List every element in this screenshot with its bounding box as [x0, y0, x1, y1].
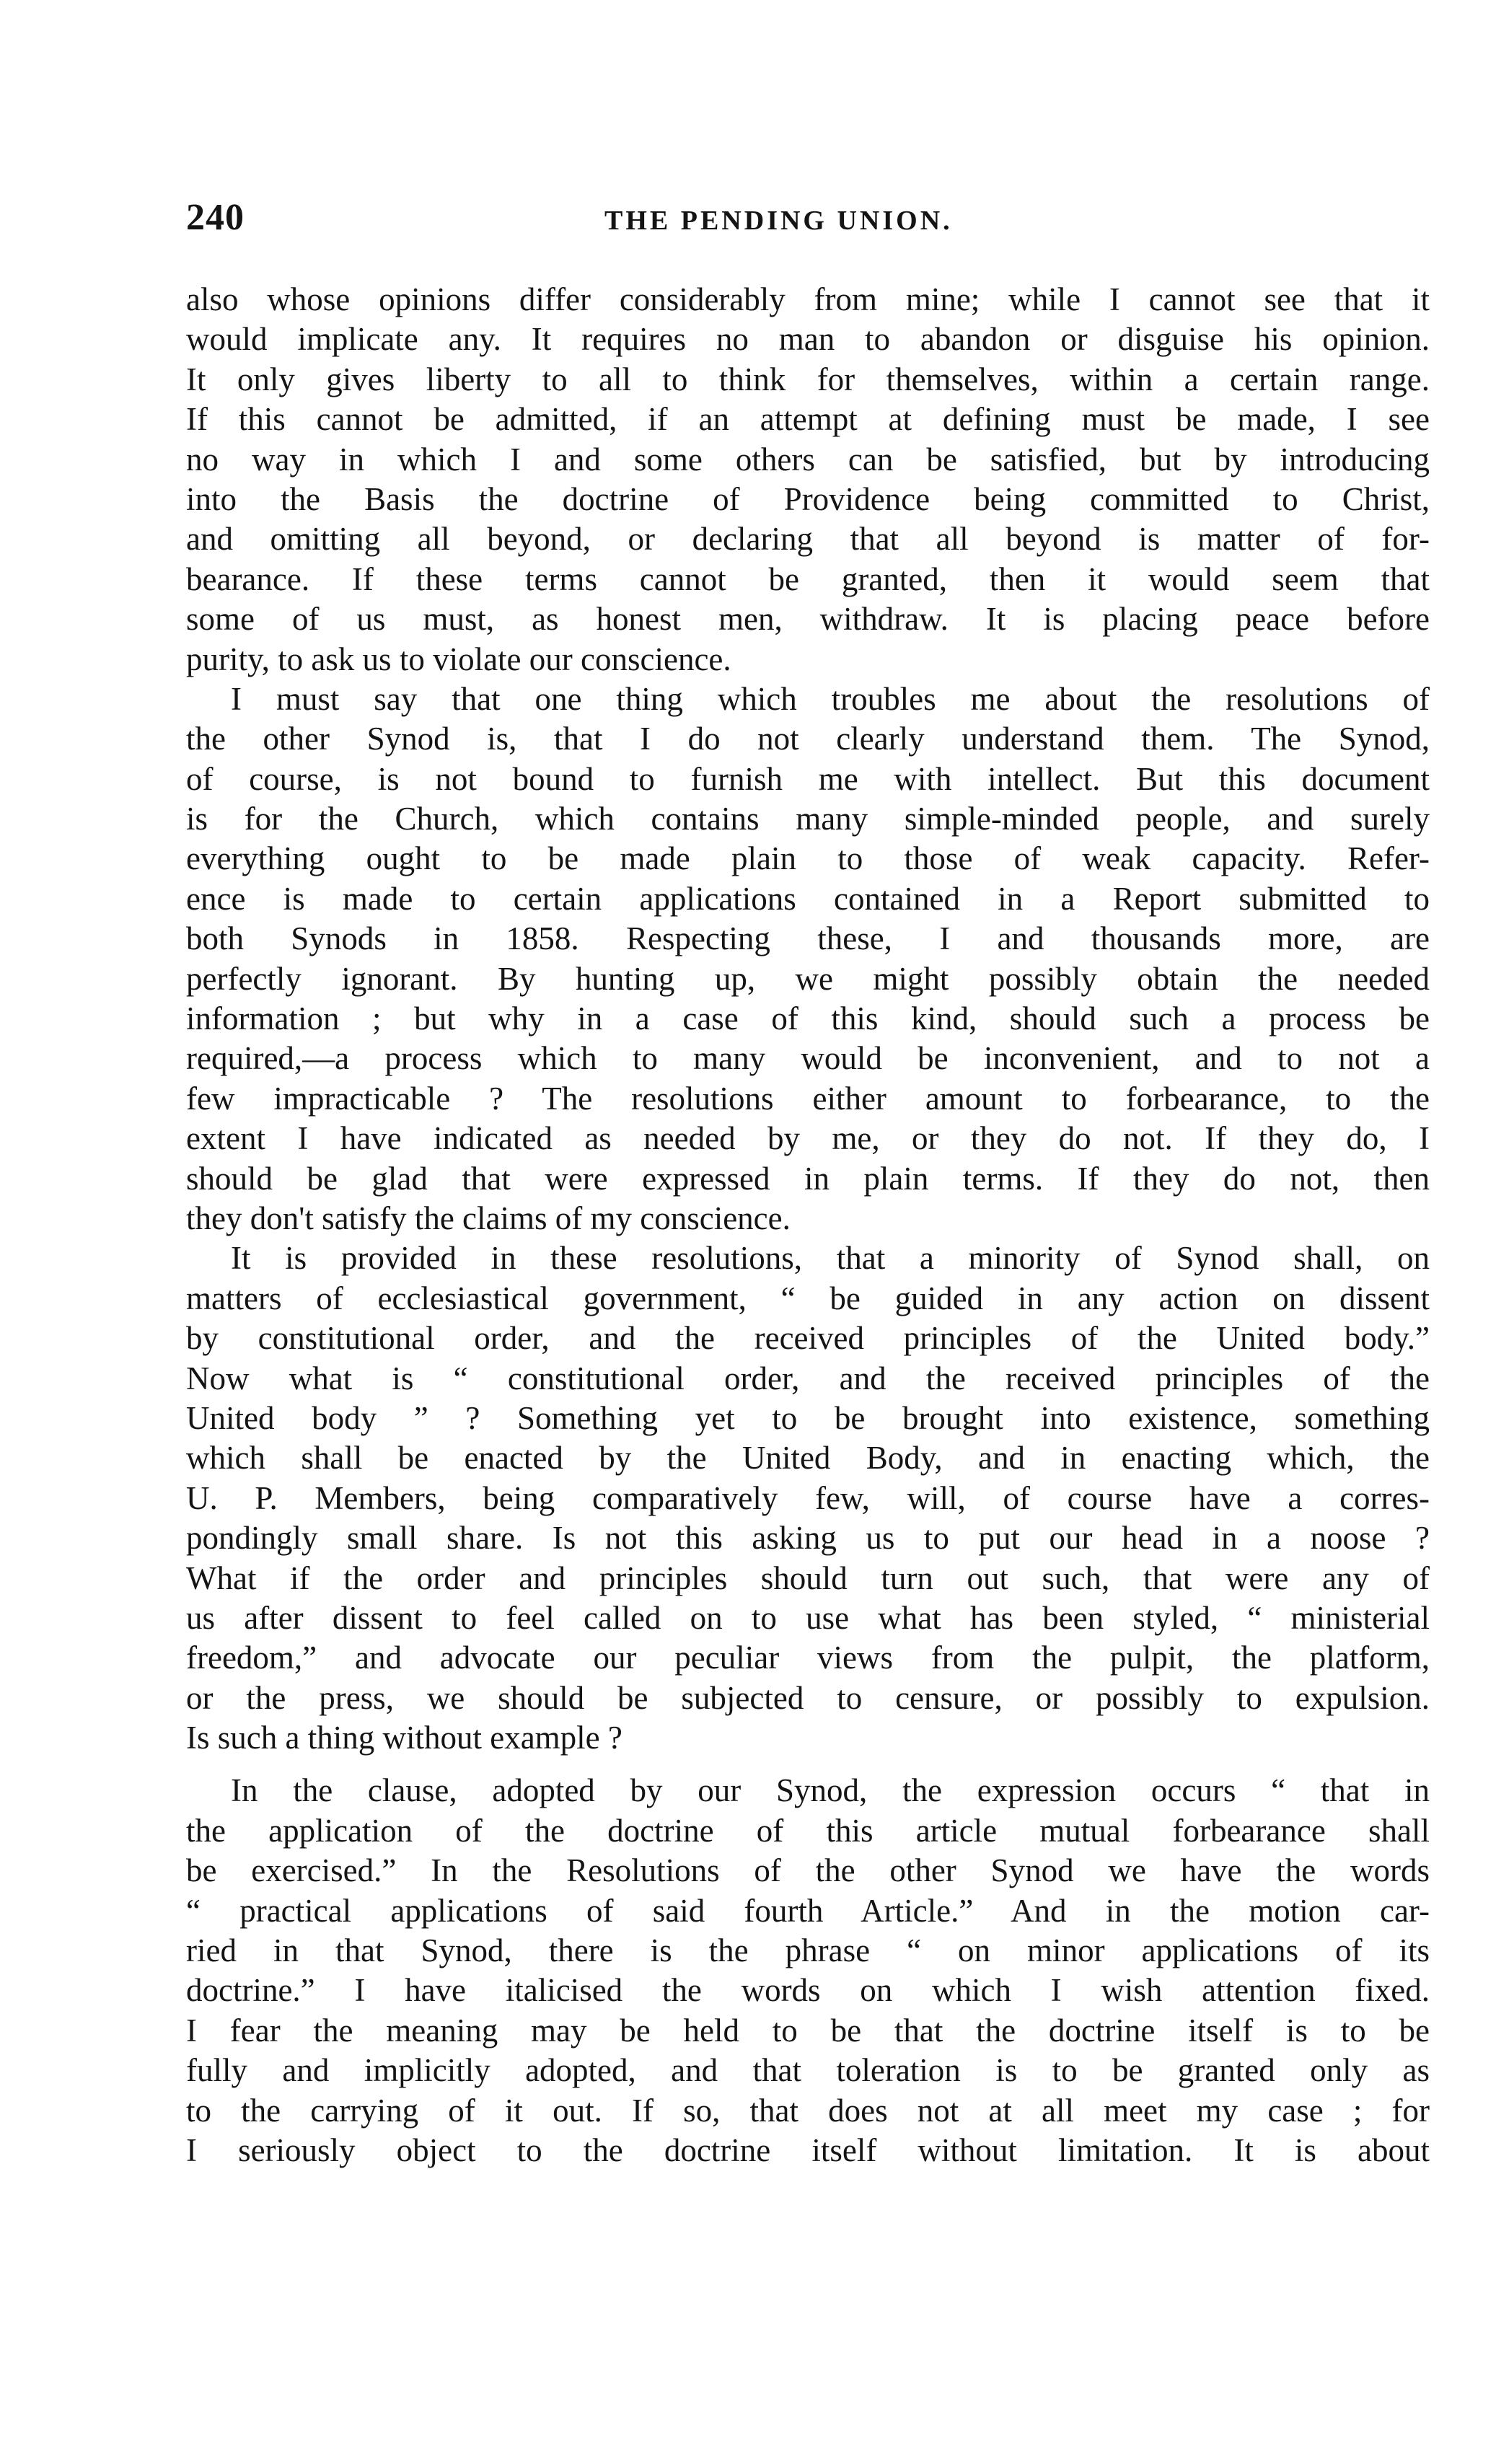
- text-line: information ; but why in a case of this kind, should such a process be: [186, 1000, 1430, 1037]
- paragraph-2: [186, 679, 1430, 1238]
- text-line: U. P. Members, being comparatively few, will, of course have a corres-: [186, 1479, 1430, 1516]
- text-line: into the Basis the doctrine of Providence being committed to Christ,: [186, 480, 1430, 517]
- text-line: they don't satisfy the claims of my conscience.: [186, 1200, 791, 1236]
- text-line: the application of the doctrine of this article mutual forbearance shall: [186, 1812, 1430, 1849]
- text-line: I must say that one thing which troubles me about the resolutions of: [231, 680, 1430, 717]
- running-head: [186, 196, 1430, 247]
- text-line: “ practical applications of said fourth Article.” And in the motion car-: [186, 1892, 1430, 1929]
- text-line: ried in that Synod, there is the phrase “ on minor applications of its: [186, 1932, 1430, 1969]
- text-line: ence is made to certain applications contained in a Report submitted to: [186, 880, 1430, 917]
- paragraph-1: [186, 280, 1430, 679]
- text-line: to the carrying of it out. If so, that does not at all meet my case ; for: [186, 2092, 1430, 2129]
- text-line: pondingly small share. Is not this asking us to put our head in a noose ?: [186, 1520, 1430, 1557]
- text-line: and omitting all beyond, or declaring that all beyond is matter of for-: [186, 521, 1430, 558]
- text-line: be exercised.” In the Resolutions of the other Synod we have the words: [186, 1852, 1430, 1889]
- text-line: would implicate any. It requires no man to abandon or disguise his opinion.: [186, 321, 1430, 358]
- text-line: I seriously object to the doctrine itself without limitation. It is about: [186, 2131, 1430, 2168]
- paragraph-gap: [186, 1758, 1430, 1771]
- text-line: purity, to ask us to violate our conscience.: [186, 641, 731, 677]
- text-line: required,—a process which to many would be inconvenient, and to not a: [186, 1040, 1430, 1077]
- text-line: also whose opinions differ considerably from mine; while I cannot see that it: [186, 281, 1430, 317]
- text-line: both Synods in 1858. Respecting these, I and thousands more, are: [186, 920, 1430, 957]
- text-line: Now what is “ constitutional order, and the received principles of the: [186, 1360, 1430, 1396]
- text-line: I fear the meaning may be held to be that the doctrine itself is to be: [186, 2012, 1430, 2049]
- text-line: of course, is not bound to furnish me with intellect. But this document: [186, 760, 1430, 797]
- text-line: no way in which I and some others can be satisfied, but by introducing: [186, 441, 1430, 478]
- text-line: It is provided in these resolutions, that a minority of Synod shall, on: [231, 1240, 1430, 1277]
- paragraph-4: [186, 1771, 1430, 2170]
- text-line: Is such a thing without example ?: [186, 1720, 622, 1756]
- text-line: the other Synod is, that I do not clearly understand them. The Synod,: [186, 721, 1430, 757]
- text-line: matters of ecclesiastical government, “ be guided in any action on dissent: [186, 1280, 1430, 1316]
- text-line: United body ” ? Something yet to be brought into existence, something: [186, 1399, 1430, 1436]
- text-line: bearance. If these terms cannot be granted, then it would seem that: [186, 560, 1430, 597]
- text-line: perfectly ignorant. By hunting up, we might possibly obtain the needed: [186, 960, 1430, 997]
- body-text: [186, 280, 1430, 2170]
- text-line: doctrine.” I have italicised the words on which I wish attention fixed.: [186, 1972, 1430, 2009]
- text-line: In the clause, adopted by our Synod, the expression occurs “ that in: [231, 1772, 1430, 1809]
- text-line: If this cannot be admitted, if an attempt at defining must be made, I see: [186, 401, 1430, 438]
- text-line: What if the order and principles should turn out such, that were any of: [186, 1559, 1430, 1596]
- text-line: which shall be enacted by the United Body, and in enacting which, the: [186, 1440, 1430, 1477]
- page-number: 240: [186, 197, 245, 238]
- text-line: everything ought to be made plain to those of weak capacity. Refer-: [186, 840, 1430, 877]
- text-line: few impracticable ? The resolutions either amount to forbearance, to the: [186, 1080, 1430, 1117]
- text-line: It only gives liberty to all to think for themselves, within a certain range.: [186, 361, 1430, 397]
- text-line: fully and implicitly adopted, and that toleration is to be granted only as: [186, 2052, 1430, 2089]
- text-line: us after dissent to feel called on to use what has been styled, “ ministerial: [186, 1599, 1430, 1636]
- text-line: by constitutional order, and the received principles of the United body.”: [186, 1320, 1430, 1357]
- paragraph-3: [186, 1238, 1430, 1758]
- text-line: should be glad that were expressed in plain terms. If they do not, then: [186, 1160, 1430, 1197]
- text-line: or the press, we should be subjected to censure, or possibly to expulsion.: [186, 1679, 1430, 1716]
- text-line: extent I have indicated as needed by me, or they do not. If they do, I: [186, 1120, 1430, 1157]
- text-line: is for the Church, which contains many simple-minded people, and surely: [186, 801, 1430, 837]
- text-line: freedom,” and advocate our peculiar views from the pulpit, the platform,: [186, 1640, 1430, 1676]
- running-title: THE PENDING UNION.: [604, 206, 953, 236]
- text-line: some of us must, as honest men, withdraw. It is placing peace before: [186, 601, 1430, 638]
